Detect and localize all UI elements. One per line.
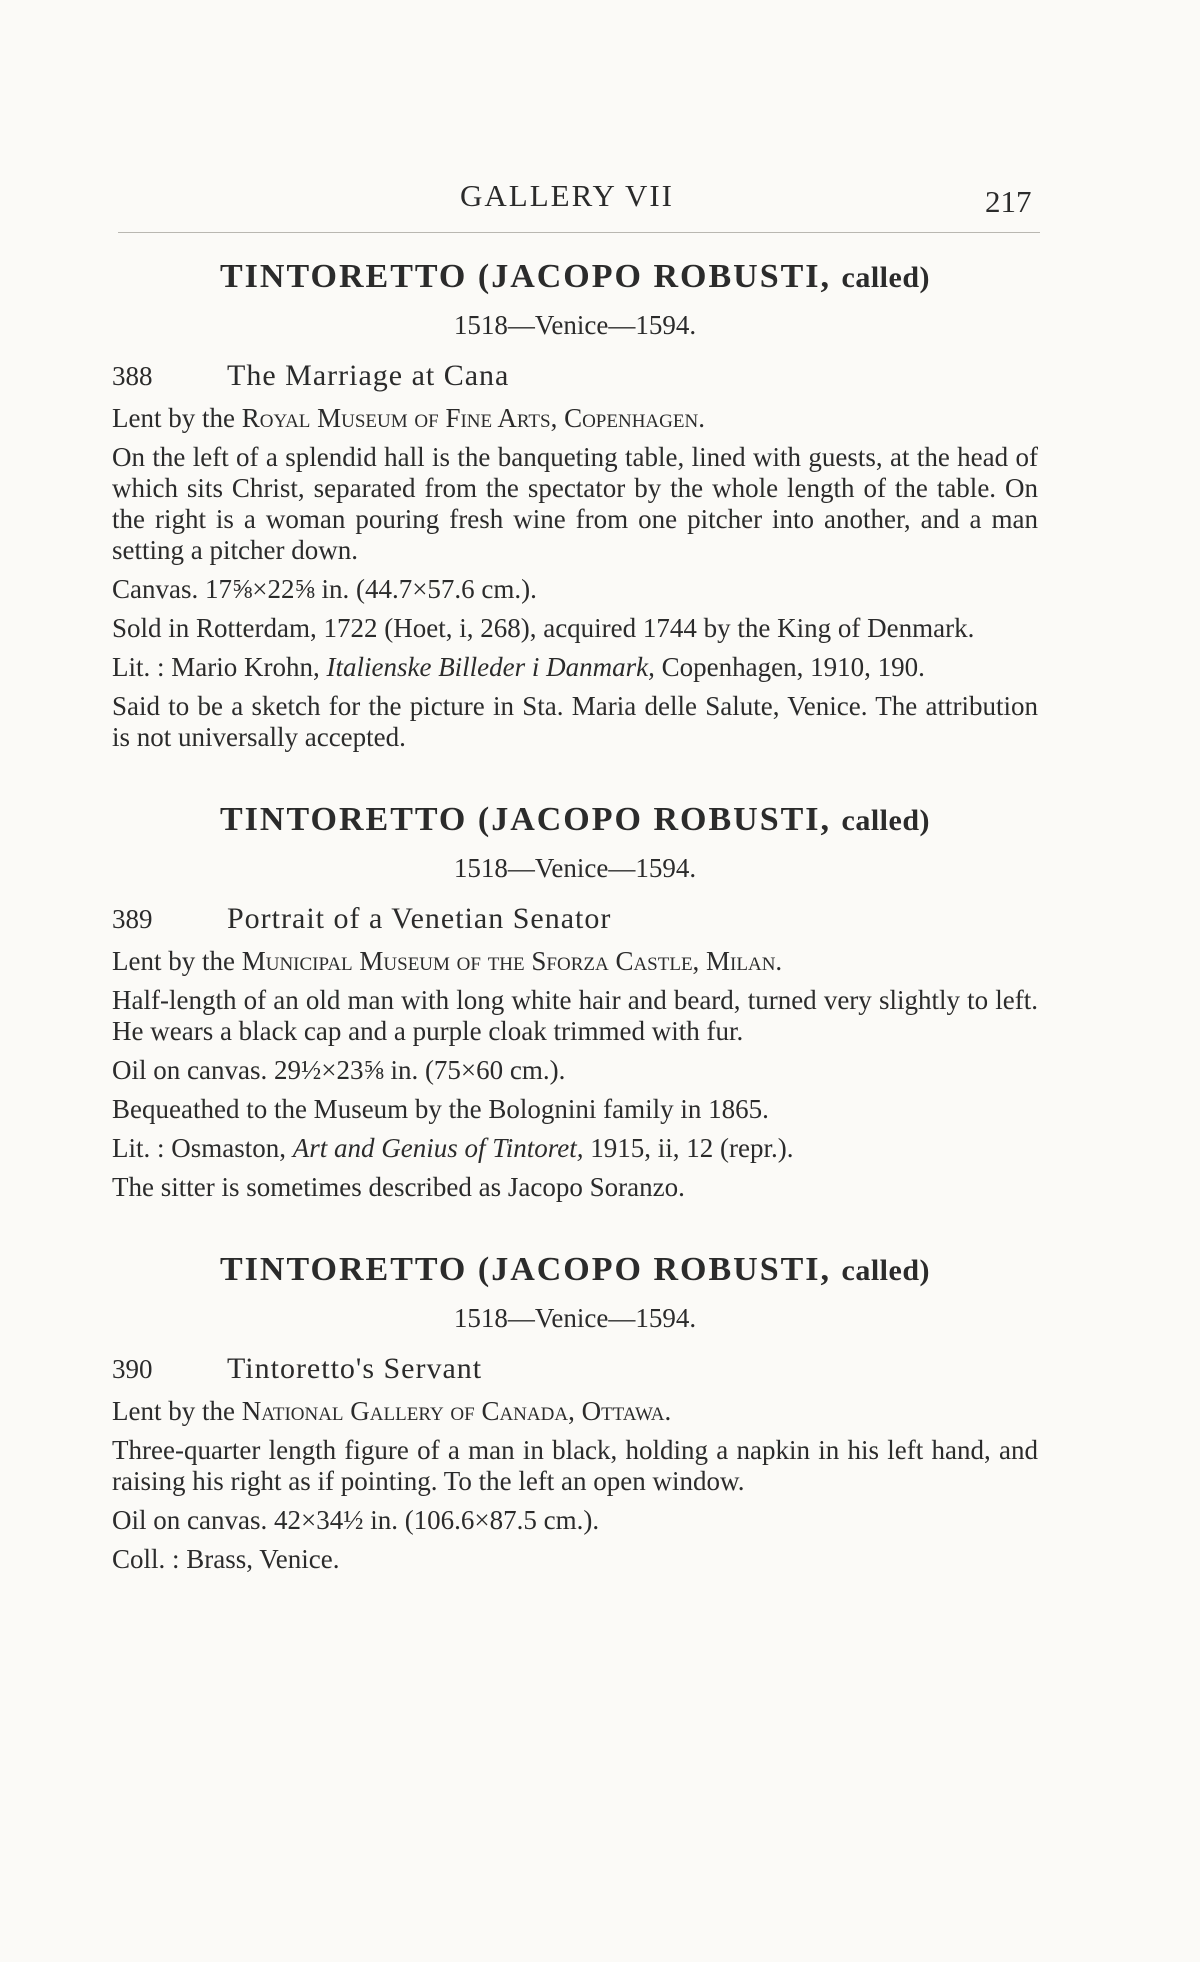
catalogue-content	[112, 258, 1038, 1623]
lender-line: Lent by the Royal Museum of Fine Arts, Copenhagen.	[112, 403, 705, 433]
page-number: 217	[985, 184, 1032, 219]
artist-heading: TINTORETTO (JACOPO ROBUSTI, called)	[219, 1251, 931, 1288]
catalogue-entry-388	[112, 258, 1038, 753]
literature-title: Art and Genius of Tintoret,	[292, 1133, 584, 1163]
catalogue-number: 389	[112, 904, 153, 934]
artist-dates: 1518—Venice—1594.	[453, 853, 697, 883]
catalogue-entry-389	[112, 801, 1038, 1203]
lender-name: Municipal Museum of the Sforza Castle, Milan.	[241, 946, 783, 976]
entry-title-line	[112, 902, 1038, 936]
medium-dimensions: Oil on canvas. 29½×23⅝ in. (75×60 cm.).	[112, 1055, 566, 1085]
literature: Lit. : Mario Krohn, Italienske Billeder i Danmark, Copenhagen, 1910, 190.	[112, 652, 925, 682]
header-rule	[118, 232, 1040, 233]
lender-name: National Gallery of Canada, Ottawa.	[241, 1396, 672, 1426]
entry-title-line	[112, 359, 1038, 393]
work-title: Tintoretto's Servant	[227, 1352, 483, 1385]
work-title: Portrait of a Venetian Senator	[227, 902, 612, 935]
collection: Coll. : Brass, Venice.	[112, 1544, 340, 1574]
artist-dates: 1518—Venice—1594.	[453, 310, 697, 340]
entry-note: Said to be a sketch for the picture in Sta. Maria delle Salute, Venice. The attribution is not universally accepted.	[112, 691, 1038, 752]
work-description: Half-length of an old man with long white hair and beard, turned very slightly to left. He wears a black cap and a purple cloak trimmed with fur.	[112, 985, 1038, 1046]
work-description: On the left of a splendid hall is the banqueting table, lined with guests, at the head of which sits Christ, separated from the spectator by the whole length of the table. On the right is a woman pouring fresh wine from one pitcher into another, and a man setting a pitcher down.	[112, 442, 1038, 565]
entry-title-line	[112, 1352, 1038, 1386]
medium-dimensions: Oil on canvas. 42×34½ in. (106.6×87.5 cm.).	[112, 1505, 600, 1535]
literature: Lit. : Osmaston, Art and Genius of Tintoret, 1915, ii, 12 (repr.).	[112, 1133, 794, 1163]
provenance: Bequeathed to the Museum by the Bolognini family in 1865.	[112, 1094, 769, 1124]
artist-heading: TINTORETTO (JACOPO ROBUSTI, called)	[219, 258, 931, 295]
catalogue-entry-390	[112, 1251, 1038, 1575]
catalogue-number: 388	[112, 361, 153, 391]
medium-dimensions: Canvas. 17⅝×22⅝ in. (44.7×57.6 cm.).	[112, 574, 537, 604]
lender-line: Lent by the National Gallery of Canada, Ottawa.	[112, 1396, 672, 1426]
entry-note: The sitter is sometimes described as Jacopo Soranzo.	[112, 1172, 685, 1202]
lender-name: Royal Museum of Fine Arts, Copenhagen.	[241, 403, 705, 433]
literature-title: Italienske Billeder i Danmark,	[326, 652, 655, 682]
work-description: Three-quarter length figure of a man in black, holding a napkin in his left hand, and raising his right as if pointing. To the left an open window.	[112, 1435, 1038, 1496]
artist-heading: TINTORETTO (JACOPO ROBUSTI, called)	[219, 801, 931, 838]
work-title: The Marriage at Cana	[227, 359, 510, 392]
running-title: GALLERY VII	[460, 178, 675, 213]
running-head	[0, 178, 1200, 218]
artist-dates: 1518—Venice—1594.	[453, 1303, 697, 1333]
catalogue-number: 390	[112, 1354, 153, 1384]
lender-line: Lent by the Municipal Museum of the Sforza Castle, Milan.	[112, 946, 783, 976]
provenance: Sold in Rotterdam, 1722 (Hoet, i, 268), acquired 1744 by the King of Denmark.	[112, 613, 975, 643]
